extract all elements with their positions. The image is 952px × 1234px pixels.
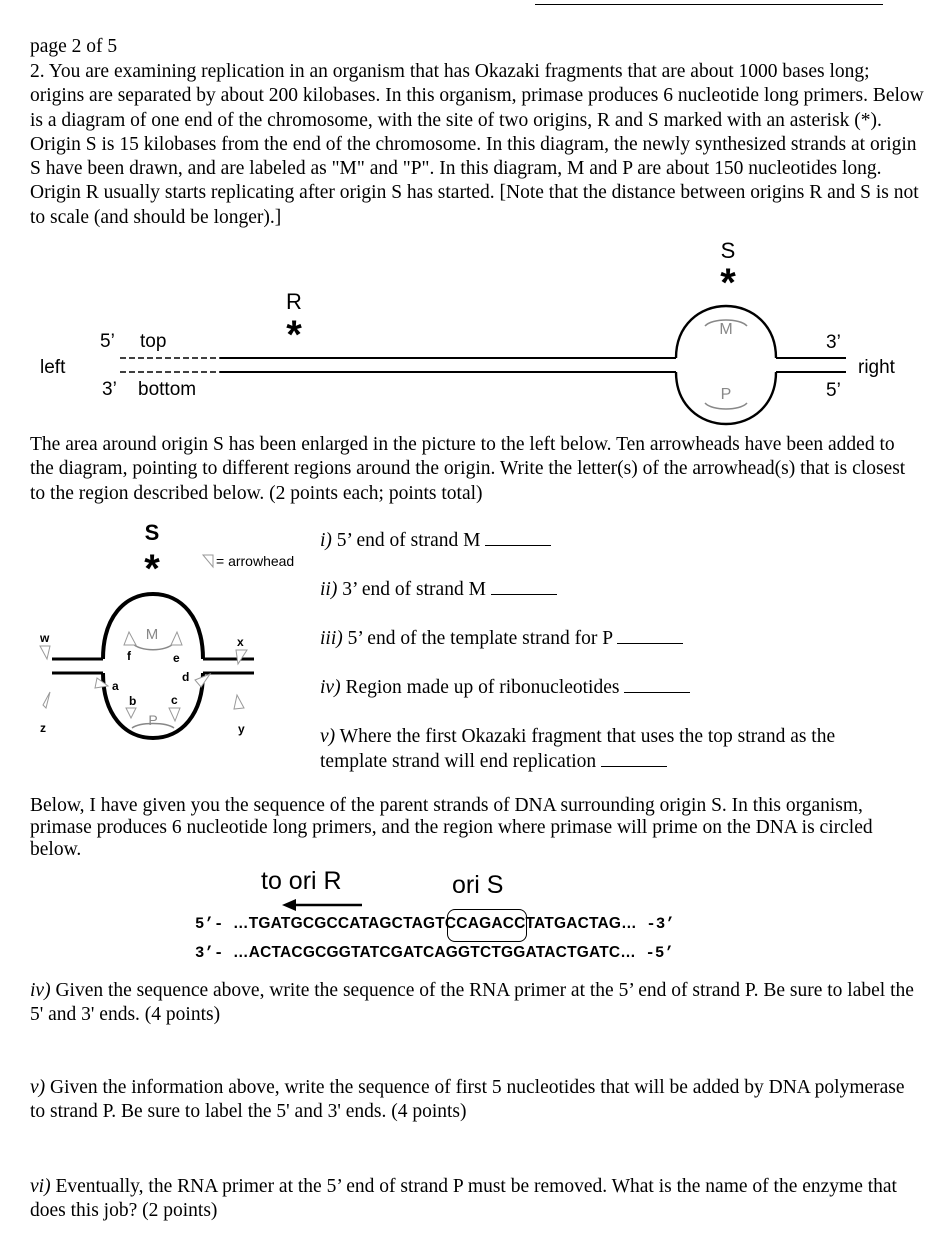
- answer-blank-i[interactable]: [485, 531, 551, 546]
- legend-arrowhead-icon: [203, 555, 213, 567]
- left-label: left: [40, 357, 66, 378]
- question-v-okazaki: v) Where the first Okazaki fragment that uses the top strand as the template strand will end replication: [320, 726, 836, 772]
- answer-blank-iii[interactable]: [617, 629, 683, 644]
- arrowhead-y-label: y: [238, 722, 245, 736]
- enlarged-origin-asterisk: *: [144, 547, 160, 591]
- to-ori-r-arrow: [282, 897, 366, 913]
- bottom-sequence: 3’- …ACTACGCGGTATCGATCAGGTCTGGATACTGATC… -5’: [195, 944, 675, 962]
- top-label: top: [140, 331, 167, 352]
- right-five-prime: 5’: [826, 380, 841, 401]
- strand-p-line: [705, 403, 747, 409]
- arrowhead-b: [126, 708, 136, 718]
- arrowhead-y: [234, 695, 244, 709]
- question-iv-primer: iv) Given the sequence above, write the sequence of the RNA primer at the 5’ end of strand P. Be sure to label the 5' and 3' ends. (4 points): [30, 980, 914, 1026]
- primase-region-box: [447, 909, 527, 942]
- strand-p-label: P: [720, 386, 732, 403]
- enlarged-strand-m: [132, 643, 174, 650]
- question-vi-enzyme: vi) Eventually, the RNA primer at the 5’ end of strand P must be removed. What is the name of the enzyme that does this job? (2 points): [30, 1176, 897, 1222]
- origin-r-asterisk: *: [286, 313, 302, 357]
- arrowhead-c-label: c: [171, 693, 178, 707]
- question-iii: iii) 5’ end of the template strand for P: [320, 628, 683, 650]
- sequence-intro: Below, I have given you the sequence of the parent strands of DNA surrounding origin S. In this organism, primase produces 6 nucleotide long primers, and the region where primase will prime on the DNA is circled below.: [30, 795, 873, 860]
- legend-text: = arrowhead: [216, 553, 295, 569]
- arrowhead-c: [169, 708, 180, 721]
- arrowhead-x: [236, 650, 247, 664]
- top-sequence: 5’- …TGATGCGCCATAGCTAGTCCAGACCTATGACTAG… -3’: [195, 915, 675, 933]
- arrowhead-e-label: e: [173, 651, 180, 665]
- header-rule: [535, 4, 883, 5]
- top-five-prime: 5’: [100, 331, 115, 352]
- arrowhead-w-label: w: [40, 631, 50, 645]
- right-three-prime: 3’: [826, 332, 841, 353]
- arrowhead-f-label: f: [127, 649, 131, 663]
- answer-blank-iv[interactable]: [624, 678, 690, 693]
- arrowhead-z-label: z: [40, 721, 46, 735]
- question-ii: ii) 3’ end of strand M: [320, 579, 557, 601]
- enlarged-strand-p-label: P: [148, 712, 158, 728]
- arrowhead-e: [171, 632, 182, 645]
- question-v-polymerase: v) Given the information above, write the sequence of first 5 nucleotides that will be added by DNA polymerase to strand P. Be sure to label the 5' and 3' ends. (4 points): [30, 1077, 905, 1123]
- origin-s-label: S: [720, 238, 736, 263]
- bottom-label: bottom: [138, 379, 197, 400]
- chromosome-diagram: [0, 230, 952, 440]
- answer-blank-ii[interactable]: [491, 580, 557, 595]
- enlarged-intro: The area around origin S has been enlarged in the picture to the left below. Ten arrowheads have been added to the diagram, pointing to different regions around the origin. Write the letter(s) of the arrowhead(s) that is closest to the region described below. (2 points each; points total): [30, 434, 906, 504]
- enlarged-strand-m-label: M: [145, 626, 159, 643]
- enlarged-origin-diagram: [0, 512, 310, 752]
- strand-m-label: M: [719, 321, 733, 338]
- arrowhead-w: [40, 646, 50, 659]
- arrowhead-d-label: d: [182, 670, 190, 684]
- arrowhead-a-label: a: [112, 679, 119, 693]
- arrowhead-b-label: b: [129, 694, 137, 708]
- question-iv-region: iv) Region made up of ribonucleotides: [320, 677, 690, 699]
- ori-s-label: ori S: [452, 871, 504, 899]
- right-label: right: [858, 357, 895, 378]
- question-2-intro: 2. You are examining replication in an organism that has Okazaki fragments that are about 1000 bases long; origins are separated by about 200 kilobases. In this organism, primase produces 6 nucleotide long primers. Below is a diagram of one end of the chromosome, with the site of two origins, R and S marked with an asterisk (*). Origin S is 15 kilobases from the end of the chromosome. In this diagram, the newly synthesized strands at origin S have been drawn, and are labeled as "M" and "P". In this diagram, M and P are about 150 nucleotides long. Origin R usually starts replicating after origin S has started. [Note that the distance between origins R and S is not to scale (and should be longer).]: [30, 61, 924, 228]
- arrowhead-z: [43, 692, 50, 708]
- origin-r-label: R: [286, 289, 302, 314]
- question-i: i) 5’ end of strand M: [320, 530, 551, 552]
- bottom-three-prime: 3’: [102, 379, 117, 400]
- origin-s-asterisk: *: [720, 261, 736, 305]
- to-ori-r-label: to ori R: [261, 867, 342, 895]
- page-label: page 2 of 5: [30, 36, 118, 57]
- arrowhead-f: [124, 632, 136, 645]
- enlarged-origin-label: S: [144, 520, 160, 545]
- answer-blank-v[interactable]: [601, 752, 667, 767]
- arrowhead-x-label: x: [237, 635, 244, 649]
